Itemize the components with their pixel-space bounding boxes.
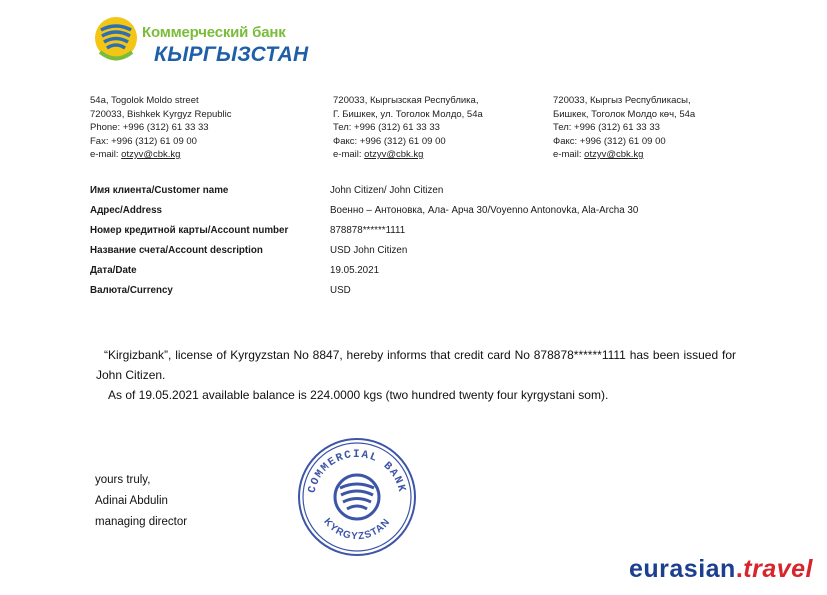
address-email-row (333, 148, 483, 162)
signature-title: managing director (95, 516, 188, 528)
address-line: 720033, Bishkek Kyrgyz Republic (90, 108, 232, 120)
address-fax: Fax: +996 (312) 61 09 00 (90, 135, 197, 147)
info-value: 878878******1111 (330, 225, 406, 236)
address-line: 720033, Кыргызская Республика, (333, 95, 479, 106)
eurasian-travel-watermark (629, 555, 813, 584)
info-value: Военно – Антоновка, Ала- Арча 30/Voyenno Antonovka, Ala-Archa 30 (330, 205, 639, 216)
email-prefix: e-mail: (90, 149, 122, 160)
address-block-russian (333, 94, 483, 162)
signature-name: Adinai Abdulin (95, 495, 168, 507)
logo-title: Коммерческий банк (142, 24, 286, 41)
email-link[interactable]: otzyv@cbk.kg (364, 149, 424, 160)
address-block-kyrgyz (553, 94, 695, 162)
stamp-emblem-icon (335, 475, 379, 519)
letter-body (96, 345, 736, 405)
address-line: 54a, Togolok Moldo street (90, 95, 199, 106)
stamp-top-text: COMMERCIAL BANK (306, 449, 408, 495)
address-fax: Факс: +996 (312) 61 09 00 (553, 135, 666, 147)
email-link[interactable]: otzyv@cbk.kg (121, 149, 181, 160)
brand-dot: . (735, 555, 744, 583)
address-line: 720033, Кыргыз Республикасы, (553, 95, 691, 106)
info-label: Дата/Date (90, 265, 137, 276)
email-prefix: e-mail: (333, 149, 365, 160)
email-link[interactable]: otzyv@cbk.kg (584, 149, 644, 160)
info-label: Номер кредитной карты/Account number (90, 225, 289, 236)
info-label: Имя клиента/Customer name (90, 185, 229, 196)
brand-part2: travel (743, 555, 813, 583)
letter-paragraph: “Kirgizbank”, license of Kyrgyzstan No 8847, hereby informs that credit card No 878878******1111 has been issued for John Citizen. (96, 348, 736, 382)
info-label: Адрес/Address (90, 205, 162, 216)
info-label: Название счета/Account description (90, 245, 263, 256)
bank-stamp (292, 430, 422, 560)
address-email-row (553, 148, 695, 162)
address-phone: Тел: +996 (312) 61 33 33 (553, 122, 660, 133)
bank-logo-icon (94, 16, 138, 62)
info-value: 19.05.2021 (330, 265, 380, 276)
address-fax: Факс: +996 (312) 61 09 00 (333, 135, 446, 147)
signature-block (95, 470, 187, 533)
address-line: Бишкек, Тоголок Молдо көч, 54а (553, 108, 696, 120)
signature-closing: yours truly, (95, 474, 151, 486)
address-email-row (90, 148, 232, 162)
address-phone: Phone: +996 (312) 61 33 33 (90, 122, 209, 133)
info-value: USD (330, 285, 351, 296)
email-prefix: e-mail: (553, 149, 585, 160)
info-label: Валюта/Currency (90, 285, 173, 296)
stamp-bottom-text: KYRGYZSTAN (321, 516, 393, 543)
address-line: Г. Бишкек, ул. Тоголок Молдо, 54а (333, 108, 483, 120)
brand-part1: eurasian (628, 555, 736, 583)
address-phone: Тел: +996 (312) 61 33 33 (333, 122, 440, 133)
letter-paragraph: As of 19.05.2021 available balance is 224.0000 kgs (two hundred twenty four kyrgystani som). (108, 388, 609, 402)
address-block-english (90, 94, 232, 162)
logo-subtitle: КЫРГЫЗСТАН (154, 43, 309, 66)
info-value: John Citizen/ John Citizen (330, 185, 444, 196)
bank-logo (94, 16, 314, 68)
info-value: USD John Citizen (330, 245, 408, 256)
